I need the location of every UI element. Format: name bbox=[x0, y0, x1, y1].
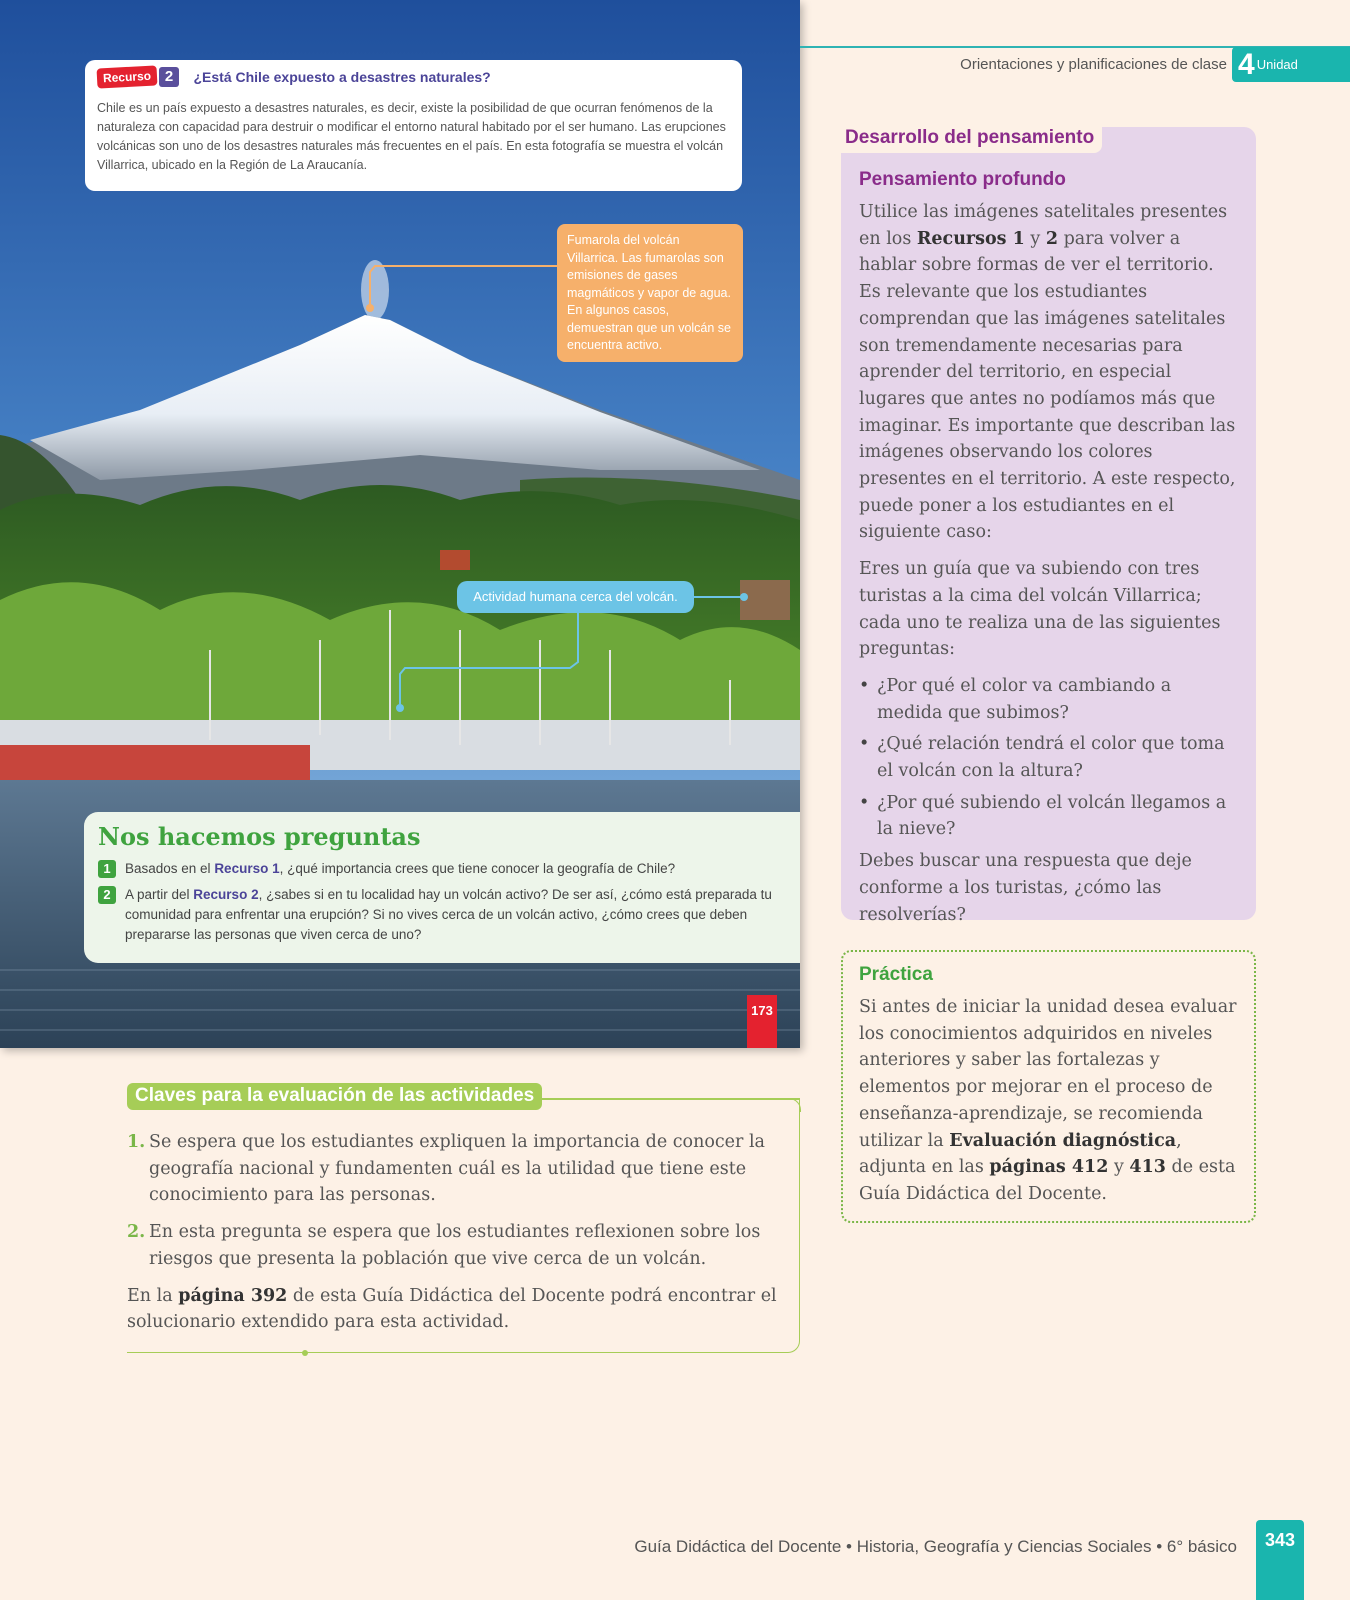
question-number: 2 bbox=[98, 886, 116, 904]
resource-reference: Recurso 2 bbox=[193, 887, 259, 902]
practice-box bbox=[841, 950, 1256, 1223]
resource-box bbox=[85, 60, 742, 191]
questions-title: Nos hacemos preguntas bbox=[98, 822, 421, 851]
page-number: 343 bbox=[1256, 1520, 1304, 1600]
unit-label: Unidad bbox=[1256, 57, 1298, 72]
list-item bbox=[127, 1219, 799, 1272]
question-item bbox=[98, 859, 786, 879]
thinking-development-box bbox=[841, 127, 1256, 925]
list-item: • ¿Por qué el color va cambiando a medida que subimos? bbox=[859, 673, 1240, 726]
resource-reference: Recurso 1 bbox=[214, 861, 280, 876]
list-item: • ¿Qué relación tendrá el color que toma el volcán con la altura? bbox=[859, 731, 1240, 784]
list-item bbox=[127, 1129, 799, 1209]
development-paragraph: Utilice las imágenes satelitales presentes en los Recursos 1 y 2 para volver a hablar sobre formas de ver el territorio. Es relevante que los estudiantes comprendan que las imágenes satelitales son tremendamente necesarias para aprender del territorio, en especial lugares que antes no podíamos más que imaginar. Es importante que describan las imágenes observando los colores presentes en el territorio. A este respecto, puede poner a los estudiantes en el siguiente caso: bbox=[859, 202, 1236, 543]
practice-title: Práctica bbox=[859, 964, 933, 985]
question-item bbox=[98, 885, 786, 945]
item-text: En esta pregunta se espera que los estudiantes reflexionen sobre los riesgos que presenta la población que vive cerca de un volcán. bbox=[149, 1222, 761, 1269]
question-text: A partir del Recurso 2, ¿sabes si en tu localidad hay un volcán activo? De ser así, ¿cómo está preparada tu comunidad para enfrentar una erupción? Si no vives cerca de un volcán activo, ¿cómo crees que deben prepararse las personas que viven cerca de uno? bbox=[125, 887, 772, 942]
item-number: 2. bbox=[127, 1222, 146, 1243]
header-section: Orientaciones y planificaciones de clase bbox=[960, 56, 1227, 73]
fumarola-callout: Fumarola del volcán Villarrica. Las fumarolas son emisiones de gases magmáticos y vapor de agua. En algunos casos, demuestran que un volcán se encuentra activo. bbox=[557, 224, 743, 362]
evaluation-keys-box bbox=[127, 1085, 800, 1353]
footer-text: Guía Didáctica del Docente • Historia, Geografía y Ciencias Sociales • 6° básico bbox=[634, 1537, 1237, 1556]
development-paragraph: Debes buscar una respuesta que deje conforme a los turistas, ¿cómo las resolverías? bbox=[859, 851, 1192, 925]
unit-number: 4 bbox=[1238, 48, 1255, 81]
left-page-number: 173 bbox=[747, 995, 777, 1048]
development-paragraph: Eres un guía que va subiendo con tres turistas a la cima del volcán Villarrica; cada uno te realiza una de las siguientes preguntas: bbox=[859, 559, 1221, 660]
decorative-dot bbox=[302, 1350, 308, 1356]
question-number: 1 bbox=[98, 860, 116, 878]
resource-number: 2 bbox=[159, 67, 179, 87]
list-item: • ¿Por qué subiendo el volcán llegamos a la nieve? bbox=[859, 790, 1240, 843]
practice-text: Si antes de iniciar la unidad desea evaluar los conocimientos adquiridos en niveles anteriores y saber las fortalezas y elementos por mejorar en el proceso de enseñanza-aprendizaje, se recomienda utilizar la Evaluación diagnóstica, adjunta en las páginas 412 y 413 de esta Guía Didáctica del Docente. bbox=[859, 997, 1237, 1204]
resource-text: Chile es un país expuesto a desastres naturales, es decir, existe la posibilidad de que ocurran fenómenos de la naturaleza con capacidad para destruir o modificar el entorno natural habitado por el ser humano. Las erupciones volcánicas son uno de los desastres naturales más frecuentes en el país. En esta fotografía se muestra el volcán Villarrica, ubicado en la Región de La Araucanía. bbox=[97, 101, 726, 172]
box-border bbox=[522, 1098, 800, 1100]
development-questions-list bbox=[859, 673, 1240, 843]
question-text: Basados en el Recurso 1, ¿qué importancia crees que tiene conocer la geografía de Chile? bbox=[125, 861, 676, 876]
resource-title: ¿Está Chile expuesto a desastres naturales? bbox=[193, 69, 491, 85]
human-activity-callout: Actividad humana cerca del volcán. bbox=[457, 581, 694, 613]
item-number: 1. bbox=[127, 1132, 146, 1152]
item-text: Se espera que los estudiantes expliquen la importancia de conocer la geografía nacional y fundamenten cuál es la utilidad que tiene este conocimiento para las personas. bbox=[149, 1132, 765, 1206]
evaluation-keys-footer: En la página 392 de esta Guía Didáctica del Docente podrá encontrar el solucionario extendido para esta actividad. bbox=[127, 1285, 777, 1333]
questions-box bbox=[84, 812, 800, 963]
resource-tag: Recurso bbox=[97, 65, 158, 88]
evaluation-keys-title: Claves para la evaluación de las actividades bbox=[127, 1083, 542, 1110]
development-title: Desarrollo del pensamiento bbox=[839, 125, 1102, 153]
volcano-photo bbox=[0, 0, 800, 1048]
unit-badge bbox=[1232, 47, 1350, 82]
development-subtitle: Pensamiento profundo bbox=[859, 169, 1066, 190]
